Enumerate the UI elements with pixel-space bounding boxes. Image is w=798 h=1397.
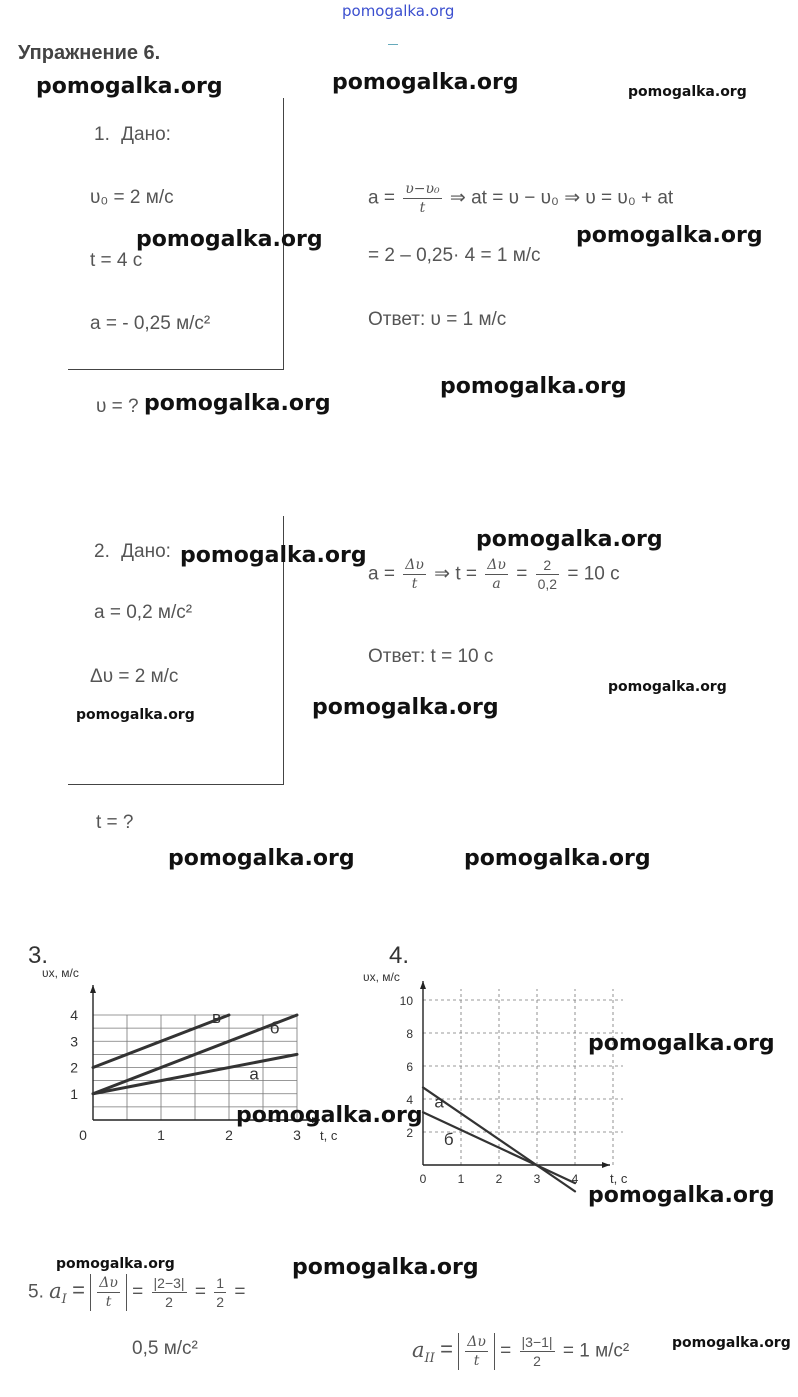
ex5-aI (49, 1278, 67, 1307)
y-axis-arrow (420, 981, 426, 989)
ex2-arrow: ⇒ t = (434, 563, 477, 585)
given-underline-2 (68, 784, 284, 785)
ex5-eq3: = (194, 1281, 206, 1303)
ex2-answer: Ответ: t = 10 с (368, 646, 494, 667)
watermark: pomogalka.org (588, 1031, 775, 1056)
ex1-answer: Ответ: υ = 1 м/с (368, 309, 507, 330)
watermark: pomogalka.org (144, 391, 331, 416)
y-tick-label: 2 (406, 1126, 413, 1140)
ex2-formula-a: a = (368, 563, 395, 585)
x-tick-label: 2 (225, 1127, 233, 1143)
ex1-calc: = 2 – 0,25· 4 = 1 м/с (368, 245, 541, 266)
ex5-eq5: = (440, 1336, 453, 1362)
watermark: pomogalka.org (588, 1183, 775, 1208)
x-tick-label: 1 (457, 1172, 465, 1186)
ex5-abs-2 (458, 1333, 495, 1370)
watermark: pomogalka.org (168, 846, 355, 871)
watermark: pomogalka.org (76, 707, 195, 723)
ex5-frac2-num: |2−3| (153, 1275, 185, 1291)
ex1-given-label: Дано: (121, 124, 171, 145)
watermark: pomogalka.org (476, 527, 663, 552)
ex2-given (94, 541, 171, 563)
ex1-formula-a: a = (368, 187, 395, 209)
chart-label: 4. (389, 942, 410, 969)
ex2-frac2-num: Δυ (487, 557, 506, 573)
chart-3 (20, 935, 390, 1195)
ex5-result2: = 1 м/с² (562, 1340, 630, 1362)
ex1-formula-rest: ⇒ at = υ − υ₀ ⇒ υ = υ₀ + at (449, 187, 674, 209)
ex2-frac3-num: 2 (536, 556, 559, 575)
y-tick-label: 10 (399, 994, 413, 1008)
ex5-aII-symbol: a (412, 1337, 425, 1362)
ex1-frac-num: υ−υ₀ (405, 181, 440, 197)
ex5-frac3 (214, 1274, 226, 1311)
page-title: Упражнение 6. (18, 42, 161, 64)
ex5-frac1-den: t (105, 1294, 112, 1310)
ex1-a: a = - 0,25 м/с² (90, 313, 211, 334)
ex5-aI-sub: I (61, 1291, 67, 1307)
series-label: б (269, 1018, 280, 1038)
ex2-find: t = ? (96, 812, 134, 833)
ex5-aII-sub: II (424, 1350, 435, 1366)
x-tick-label: 2 (495, 1172, 503, 1186)
ex2-formula (368, 556, 620, 593)
ex2-dv: Δυ = 2 м/с (90, 666, 179, 687)
watermark: pomogalka.org (180, 543, 367, 568)
ex5-frac3-den: 2 (216, 1294, 225, 1310)
watermark: pomogalka.org (56, 1256, 175, 1272)
ex5-line1 (28, 1274, 245, 1311)
ex1-given (94, 124, 171, 146)
y-tick-label: 1 (70, 1085, 78, 1102)
ex1-find: υ = ? (96, 396, 139, 417)
ex5-aII (412, 1337, 435, 1366)
x-axis-arrow (602, 1162, 610, 1168)
watermark: pomogalka.org (672, 1335, 791, 1351)
ex5-frac3-num: 1 (216, 1275, 225, 1291)
top-watermark: pomogalka.org (342, 2, 455, 20)
y-tick-label: 3 (70, 1033, 78, 1050)
y-tick-label: 6 (406, 1060, 413, 1074)
ex5-frac4-den: t (473, 1353, 480, 1369)
x-tick-label: 4 (571, 1172, 579, 1186)
series-label: а (249, 1064, 259, 1084)
series-label: б (443, 1130, 454, 1150)
ex2-frac2-den: a (492, 576, 501, 592)
watermark: pomogalka.org (312, 695, 499, 720)
ex2-given-label: Дано: (121, 541, 171, 562)
chart-4 (355, 935, 655, 1195)
ex5-frac1-num: Δυ (99, 1275, 118, 1291)
ex5-eq2: = (132, 1281, 144, 1303)
ex5-frac4 (465, 1333, 488, 1370)
ex5-number: 5. (28, 1281, 44, 1303)
watermark: pomogalka.org (332, 70, 519, 95)
y-tick-label: 4 (406, 1093, 413, 1107)
ex5-aI-symbol: a (49, 1278, 62, 1303)
watermark: pomogalka.org (136, 227, 323, 252)
watermark: pomogalka.org (440, 374, 627, 399)
ex1-number: 1. (94, 124, 110, 145)
ex5-result1: 0,5 м/с² (132, 1338, 198, 1359)
ex5-frac5 (520, 1333, 555, 1370)
x-axis-label: t, с (610, 1171, 628, 1186)
watermark: pomogalka.org (608, 679, 727, 695)
x-axis-label: t, с (320, 1128, 338, 1143)
ex5-frac5-den: 2 (533, 1353, 541, 1369)
chart-label: 3. (28, 942, 49, 969)
x-tick-label: 3 (293, 1127, 301, 1143)
ex2-result: = 10 с (567, 563, 620, 585)
small-dash (388, 44, 398, 45)
ex2-number: 2. (94, 541, 110, 562)
y-axis-label: υx, м/с (363, 970, 400, 984)
ex2-eq: = (516, 563, 528, 585)
watermark: pomogalka.org (292, 1255, 479, 1280)
ex5-frac1 (97, 1274, 120, 1311)
x-tick-label: 0 (79, 1127, 87, 1143)
ex5-eq1: = (72, 1277, 85, 1303)
ex5-abs-1 (90, 1274, 127, 1311)
ex5-frac2 (152, 1274, 187, 1311)
watermark: pomogalka.org (236, 1103, 423, 1128)
ex5-eq4: = (234, 1281, 246, 1303)
ex5-eq6: = (500, 1340, 512, 1362)
ex2-frac1-num: Δυ (405, 557, 424, 573)
y-axis-arrow (90, 985, 96, 993)
y-tick-label: 2 (70, 1059, 78, 1076)
x-tick-label: 3 (533, 1172, 541, 1186)
x-tick-label: 0 (419, 1172, 427, 1186)
ex2-frac1-den: t (411, 576, 418, 592)
ex5-frac5-num: |3−1| (521, 1334, 553, 1350)
ex2-frac1 (403, 556, 426, 593)
watermark: pomogalka.org (36, 74, 223, 99)
ex2-a: a = 0,2 м/с² (94, 602, 193, 623)
y-tick-label: 4 (70, 1007, 78, 1023)
ex5-line2 (412, 1333, 629, 1370)
watermark: pomogalka.org (464, 846, 651, 871)
ex2-frac3-den: 0,2 (537, 576, 558, 592)
given-underline-1 (68, 369, 284, 370)
ex1-t: t = 4 с (90, 250, 143, 271)
x-tick-label: 1 (157, 1127, 165, 1143)
ex2-frac2 (485, 556, 508, 593)
series-label: в (212, 1007, 222, 1027)
watermark: pomogalka.org (576, 223, 763, 248)
series-label: а (434, 1092, 444, 1112)
ex5-frac4-num: Δυ (467, 1334, 486, 1350)
ex5-frac2-den: 2 (165, 1294, 173, 1310)
y-tick-label: 8 (406, 1027, 413, 1041)
ex1-v0: υ₀ = 2 м/с (90, 187, 174, 208)
watermark: pomogalka.org (628, 84, 747, 100)
ex2-frac3 (536, 556, 559, 593)
ex1-formula (368, 180, 673, 217)
ex1-fraction (403, 180, 441, 217)
ex1-frac-den: t (419, 200, 426, 216)
y-axis-label: υx, м/с (42, 966, 79, 980)
